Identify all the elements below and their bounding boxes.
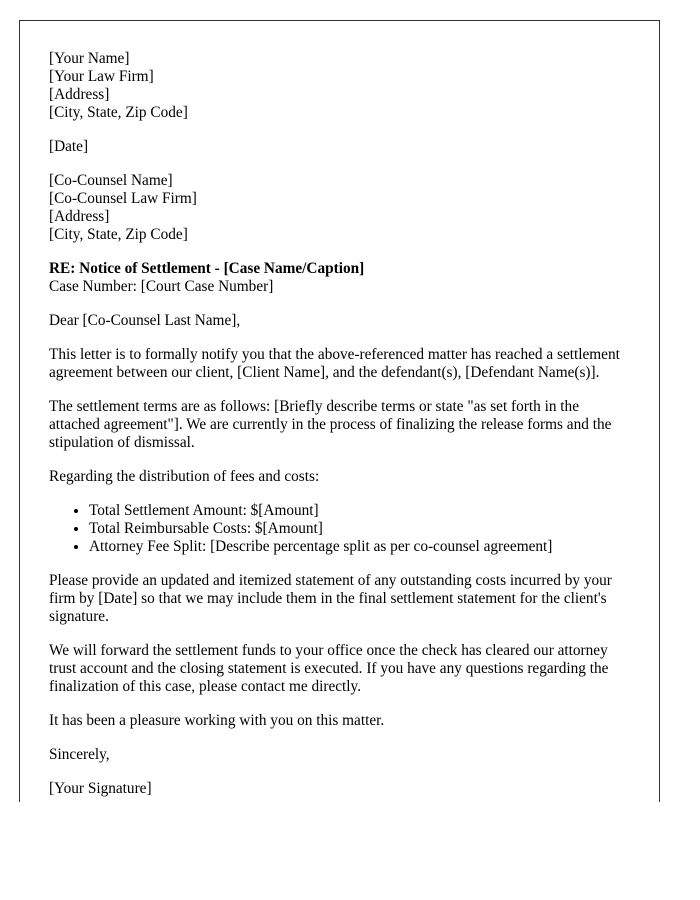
subject-block xyxy=(49,260,633,296)
paragraph-funds-forwarding: We will forward the settlement funds to your office once the check has cleared our attorney trust account and the closing statement is executed. If you have any questions regarding the finalization of this case, please contact me directly. xyxy=(49,642,609,695)
list-item: • Total Reimbursable Costs: $[Amount] xyxy=(89,520,633,538)
date-block xyxy=(49,138,633,156)
signature: [Your Signature] xyxy=(49,780,152,797)
re-line: RE: Notice of Settlement - [Case Name/Caption] xyxy=(49,260,365,277)
recipient-block xyxy=(49,172,633,244)
sender-address: [Address] xyxy=(49,86,110,103)
paragraph-pleasure: It has been a pleasure working with you on this matter. xyxy=(49,712,385,729)
paragraph-settlement-terms: The settlement terms are as follows: [Briefly describe terms or state "as set forth in the attached agreement"]. We are currently in the process of finalizing the release forms and the stipulation of dismissal. xyxy=(49,398,612,451)
closing: Sincerely, xyxy=(49,746,110,763)
recipient-firm: [Co-Counsel Law Firm] xyxy=(49,190,197,207)
sender-city-state-zip: [City, State, Zip Code] xyxy=(49,104,188,121)
recipient-name: [Co-Counsel Name] xyxy=(49,172,173,189)
list-item: • Attorney Fee Split: [Describe percentage split as per co-counsel agreement] xyxy=(89,538,633,556)
salutation: Dear [Co-Counsel Last Name], xyxy=(49,312,241,329)
letter-page xyxy=(19,20,660,802)
fee-list xyxy=(49,502,633,556)
sender-name: [Your Name] xyxy=(49,50,130,67)
recipient-address: [Address] xyxy=(49,208,110,225)
recipient-city-state-zip: [City, State, Zip Code] xyxy=(49,226,188,243)
letter-date: [Date] xyxy=(49,138,89,155)
sender-firm: [Your Law Firm] xyxy=(49,68,154,85)
letter-body xyxy=(49,50,633,798)
paragraph-notification: This letter is to formally notify you that the above-referenced matter has reached a settlement agreement between our client, [Client Name], and the defendant(s), [Defendant Name(s)]. xyxy=(49,346,620,381)
sender-block xyxy=(49,50,633,122)
paragraph-fees-intro: Regarding the distribution of fees and costs: xyxy=(49,468,320,485)
case-number: Case Number: [Court Case Number] xyxy=(49,278,274,295)
paragraph-cost-statement: Please provide an updated and itemized statement of any outstanding costs incurred by your firm by [Date] so that we may include them in the final settlement statement for the client's signature. xyxy=(49,572,612,625)
list-item: • Total Settlement Amount: $[Amount] xyxy=(89,502,633,520)
